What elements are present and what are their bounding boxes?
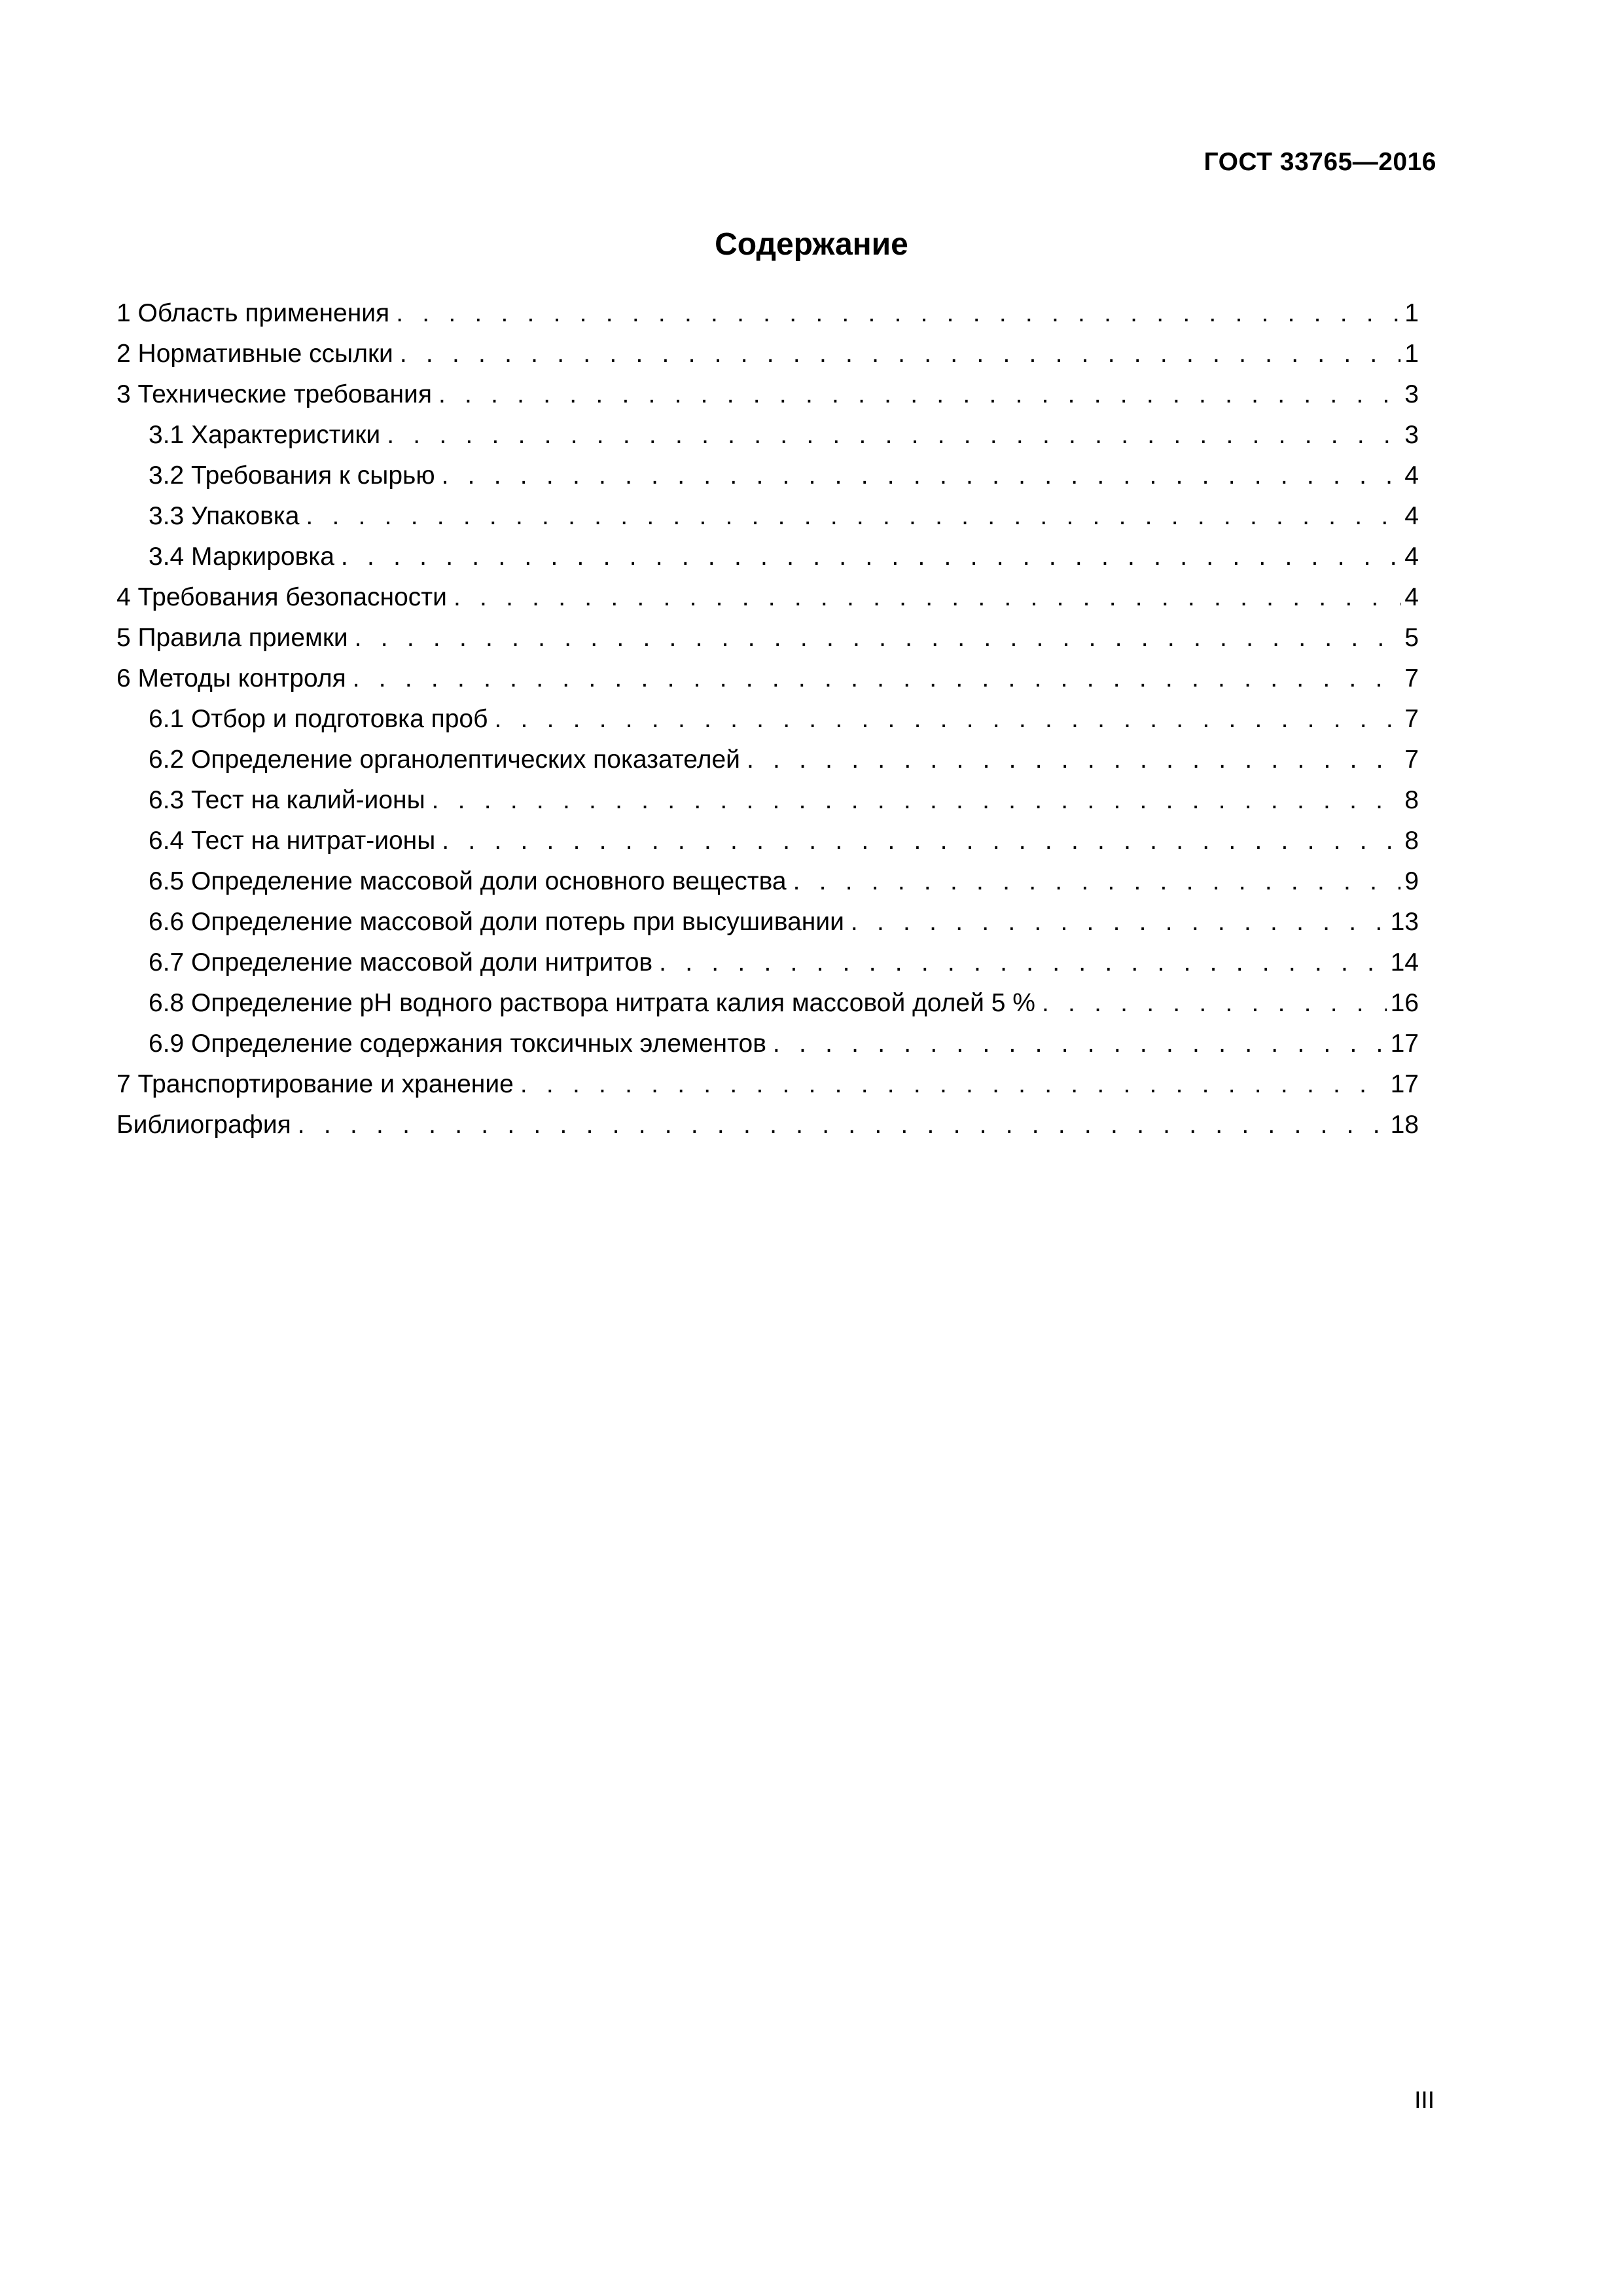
toc-dot-leader [520,1064,1387,1105]
toc-item-label: 6.2 Определение органолептических показателей [149,745,740,774]
toc-item-page: 7 [1404,664,1419,692]
toc-item-label: 3.1 Характеристики [149,421,381,449]
toc-item-page: 9 [1404,867,1419,895]
toc-item[interactable] [116,699,1419,740]
toc-dot-leader [387,415,1400,456]
toc-item-page: 18 [1390,1111,1419,1139]
toc-item[interactable] [116,537,1419,577]
toc-item[interactable] [116,861,1419,902]
toc-item-page: 17 [1390,1030,1419,1058]
document-code: ГОСТ 33765—2016 [1204,148,1436,176]
toc-item-label: 3.4 Маркировка [149,543,334,571]
toc-item-label: 6.7 Определение массовой доли нитритов [149,948,653,977]
toc-dot-leader [1042,983,1387,1024]
toc-item[interactable] [116,780,1419,821]
toc-item[interactable] [116,293,1419,334]
toc-item-label: 6.4 Тест на нитрат-ионы [149,827,436,855]
toc-dot-leader [442,456,1401,496]
toc-item[interactable] [116,902,1419,942]
toc-item-page: 14 [1390,948,1419,977]
toc-item-label: 6.5 Определение массовой доли основного вещества [149,867,787,895]
toc-item-page: 4 [1404,583,1419,611]
toc-item-label: 5 Правила приемки [116,624,348,652]
toc-item-page: 16 [1390,989,1419,1017]
toc-item[interactable] [116,1024,1419,1064]
toc-dot-leader [432,780,1401,821]
toc-item[interactable] [116,1064,1419,1105]
toc-item-page: 8 [1404,827,1419,855]
toc-item[interactable] [116,456,1419,496]
toc-item[interactable] [116,942,1419,983]
toc-item[interactable] [116,334,1419,374]
toc-item-label: 6 Методы контроля [116,664,346,692]
toc-item[interactable] [116,496,1419,537]
toc-dot-leader [306,496,1400,537]
toc-item-label: 1 Область применения [116,299,390,327]
toc-dot-leader [400,334,1400,374]
toc-item-label: 6.1 Отбор и подготовка проб [149,705,488,733]
toc-dot-leader [454,577,1400,618]
toc-item-label: 7 Транспортирование и хранение [116,1070,514,1098]
toc-item-label: 6.6 Определение массовой доли потерь при высушивании [149,908,844,936]
toc-dot-leader [494,699,1400,740]
toc-dot-leader [341,537,1400,577]
toc-item-page: 4 [1404,502,1419,530]
toc-item-label: 2 Нормативные ссылки [116,340,393,368]
toc-item-label: 3.3 Упаковка [149,502,300,530]
toc-dot-leader [442,821,1400,861]
page-number: III [1414,2087,1435,2113]
toc-item-page: 5 [1404,624,1419,652]
toc-item[interactable] [116,658,1419,699]
toc-dot-leader [773,1024,1387,1064]
toc-dot-leader [659,942,1386,983]
table-of-contents [116,293,1419,1145]
toc-item[interactable] [116,983,1419,1024]
toc-item-page: 3 [1404,421,1419,449]
toc-item-page: 13 [1390,908,1419,936]
toc-dot-leader [396,293,1400,334]
toc-dot-leader [747,740,1400,780]
toc-item[interactable] [116,618,1419,658]
toc-item-page: 4 [1404,543,1419,571]
toc-item[interactable] [116,821,1419,861]
toc-item[interactable] [116,1105,1419,1145]
toc-dot-leader [793,861,1401,902]
toc-dot-leader [353,658,1401,699]
toc-dot-leader [298,1105,1387,1145]
toc-item-page: 1 [1404,299,1419,327]
toc-dot-leader [355,618,1401,658]
toc-item[interactable] [116,577,1419,618]
toc-item[interactable] [116,415,1419,456]
toc-item[interactable] [116,374,1419,415]
toc-item-label: Библиография [116,1111,291,1139]
toc-item-page: 7 [1404,705,1419,733]
toc-item-page: 3 [1404,380,1419,408]
toc-item-label: 6.9 Определение содержания токсичных элементов [149,1030,766,1058]
toc-item-label: 3 Технические требования [116,380,432,408]
toc-item[interactable] [116,740,1419,780]
toc-dot-leader [851,902,1387,942]
toc-item-page: 7 [1404,745,1419,774]
toc-item-label: 3.2 Требования к сырью [149,461,435,490]
toc-item-label: 6.3 Тест на калий-ионы [149,786,425,814]
toc-item-page: 1 [1404,340,1419,368]
toc-item-page: 17 [1390,1070,1419,1098]
toc-item-page: 4 [1404,461,1419,490]
toc-item-label: 4 Требования безопасности [116,583,447,611]
toc-item-label: 6.8 Определение рН водного раствора нитрата калия массовой долей 5 % [149,989,1035,1017]
toc-dot-leader [438,374,1400,415]
page-title: Содержание [715,227,908,262]
toc-item-page: 8 [1404,786,1419,814]
